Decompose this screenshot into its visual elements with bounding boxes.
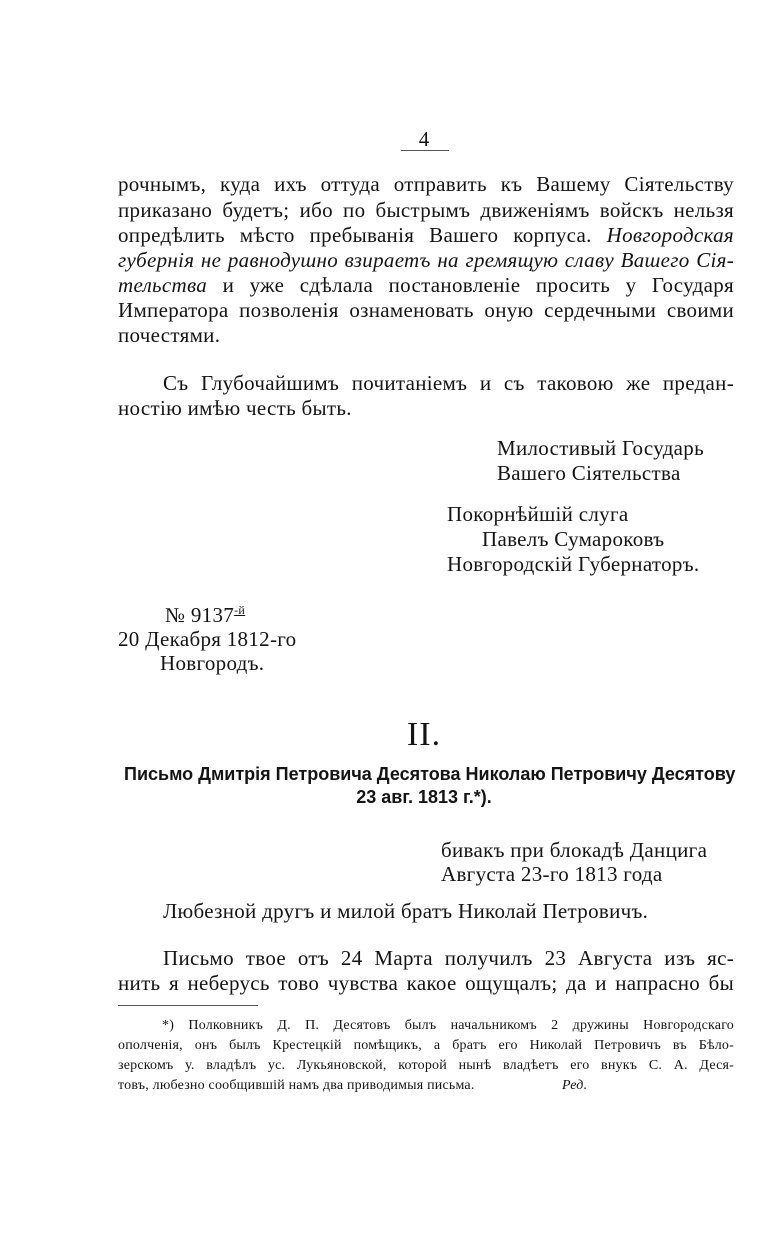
section-numeral: II. — [406, 716, 442, 753]
paragraph-1-line-2: приказано будетъ; ибо по быстрымъ движеніямъ войскъ нельзя — [118, 198, 734, 222]
paragraph-1-line-5-plain: и уже сдѣлала постановленіе просить у Государя — [222, 273, 734, 297]
footnote-line-2: ополченія, онъ былъ Крестецкій помѣщикъ, а братъ его Николай Петровичъ въ Бѣло- — [118, 1038, 734, 1053]
paragraph-2-line-2: ностію имѣю честь быть. — [118, 396, 352, 420]
paragraph-1-line-3-italic: Новгородская — [606, 223, 734, 247]
footnote-rule — [118, 1005, 258, 1006]
letter-heading-line-2: 23 авг. 1813 г.*). — [356, 787, 492, 807]
document-number-suffix: -й — [234, 603, 246, 617]
paragraph-1-line-5 — [118, 273, 734, 298]
paragraph-1-line-4: губернія не равнодушно взираетъ на гремящую славу Вашего Сія- — [118, 248, 734, 272]
footnote-line-1: *) Полковникъ Д. П. Десятовъ былъ начальникомъ 2 дружины Новгородскаго — [162, 1018, 734, 1033]
signature-line-1: Покорнѣйшій слуга — [447, 502, 629, 526]
paragraph-1-line-6: Императора позволенія ознаменовать оную сердечными своими — [118, 298, 734, 322]
document-number — [165, 603, 245, 628]
paragraph-3-line-2: нить я неберусь тово чувства какое ощущалъ; да и напрасно бы — [118, 971, 734, 995]
page-number-rule — [401, 150, 449, 151]
document-place: Новгородъ. — [160, 651, 265, 675]
letter-location: бивакъ при блокадѣ Данцига — [441, 838, 708, 862]
paragraph-1-line-5-italic: тельства — [118, 273, 208, 297]
letter-date: Августа 23-го 1813 года — [441, 862, 663, 886]
page-number: 4 — [418, 127, 430, 151]
letter-greeting: Любезной другъ и милой братъ Николай Петровичъ. — [163, 899, 649, 923]
salutation-line-1: Милостивый Государь — [497, 436, 704, 460]
paragraph-1-line-7: почестями. — [118, 323, 221, 347]
document-date: 20 Декабря 1812-го — [118, 627, 297, 651]
document-number-main: № 9137 — [165, 603, 235, 627]
paragraph-1-line-3-plain: опредѣлить мѣсто пребыванія Вашего корпуса. — [118, 223, 592, 247]
paragraph-2-line-1: Съ Глубочайшимъ почитаніемъ и съ таковою же предан- — [163, 371, 734, 395]
footnote-line-3: зерскомъ у. владѣлъ ус. Лукьяновской, которой нынѣ владѣетъ его внукъ С. А. Деся- — [118, 1058, 734, 1073]
letter-heading-line-1: Письмо Дмитрія Петровича Десятова Николаю Петровичу Десятову — [124, 764, 736, 784]
salutation-line-2: Вашего Сіятельства — [497, 461, 681, 485]
footnote-editor-mark: Ред. — [562, 1078, 588, 1093]
footnote-line-4: товъ, любезно сообщившій намъ два приводимыя письма. — [118, 1078, 475, 1093]
signature-line-3: Новгородскій Губернаторъ. — [447, 552, 700, 576]
paragraph-3-line-1: Письмо твое отъ 24 Марта получилъ 23 Августа изъ яс- — [163, 946, 734, 970]
signature-line-2: Павелъ Сумароковъ — [482, 527, 665, 551]
paragraph-1-line-3 — [118, 223, 734, 248]
paragraph-1-line-1: рочнымъ, куда ихъ оттуда отправить къ Вашему Сіятельству — [118, 172, 734, 196]
